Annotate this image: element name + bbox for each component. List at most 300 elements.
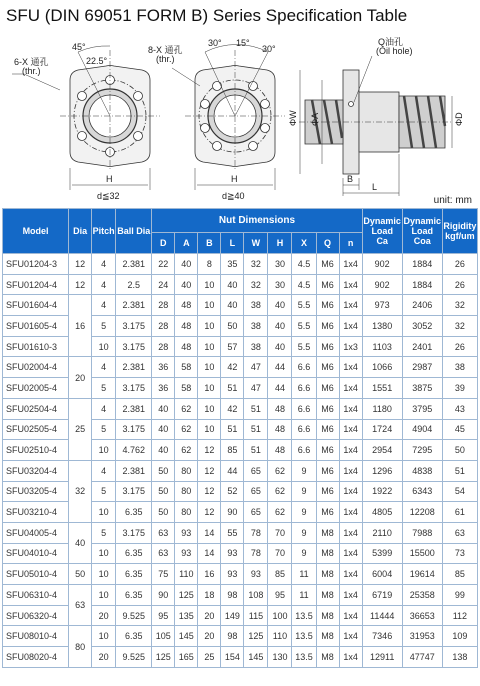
cell-x: 5.5	[292, 316, 316, 337]
cell-q: M8	[316, 585, 339, 606]
oil-hole-sub: (Oil hole)	[376, 46, 413, 56]
cell-d: 40	[152, 440, 175, 461]
cell-pitch: 10	[92, 336, 116, 357]
cell-coa: 4904	[402, 419, 442, 440]
cell-ca: 11444	[362, 605, 402, 626]
cell-l: 93	[221, 564, 244, 585]
cell-x: 4.5	[292, 254, 316, 275]
cell-l: 149	[221, 605, 244, 626]
w-dim-label: ΦW	[288, 110, 298, 126]
cell-ca: 2954	[362, 440, 402, 461]
cell-d: 24	[152, 274, 175, 295]
cell-h: 40	[268, 295, 292, 316]
cell-r: 39	[442, 378, 477, 399]
cell-h: 48	[268, 398, 292, 419]
cell-dia: 25	[69, 398, 92, 460]
left-h-label: H	[106, 174, 113, 184]
nut-side-view-drawing	[299, 56, 452, 196]
cell-r: 54	[442, 481, 477, 502]
cell-h: 62	[268, 502, 292, 523]
cell-l: 40	[221, 295, 244, 316]
cell-ball: 6.35	[116, 564, 152, 585]
col-dyn-coa: Dynamic Load Coa	[402, 209, 442, 254]
cell-pitch: 4	[92, 357, 116, 378]
cell-x: 13.5	[292, 647, 316, 668]
cell-ca: 5399	[362, 543, 402, 564]
cell-ball: 3.175	[116, 419, 152, 440]
cell-b: 8	[198, 254, 221, 275]
cell-h: 40	[268, 316, 292, 337]
middle-hole-sub: (thr.)	[156, 54, 175, 64]
cell-q: M6	[316, 502, 339, 523]
cell-w: 38	[244, 295, 268, 316]
cell-q: M8	[316, 522, 339, 543]
cell-d: 22	[152, 254, 175, 275]
cell-a: 40	[175, 254, 198, 275]
left-cond: d≦32	[97, 191, 120, 201]
cell-ball: 9.525	[116, 647, 152, 668]
cell-b: 25	[198, 647, 221, 668]
cell-ca: 1103	[362, 336, 402, 357]
cell-h: 130	[268, 647, 292, 668]
cell-q: M6	[316, 460, 339, 481]
cell-model: SFU06310-4	[3, 585, 69, 606]
cell-dia: 63	[69, 585, 92, 626]
middle-cond: d≧40	[222, 191, 245, 201]
cell-x: 11	[292, 585, 316, 606]
cell-b: 10	[198, 316, 221, 337]
cell-x: 9	[292, 502, 316, 523]
cell-n: 1x4	[339, 605, 362, 626]
cell-a: 135	[175, 605, 198, 626]
cell-pitch: 4	[92, 398, 116, 419]
cell-q: M8	[316, 543, 339, 564]
cell-w: 78	[244, 522, 268, 543]
cell-d: 28	[152, 295, 175, 316]
cell-coa: 4838	[402, 460, 442, 481]
cell-b: 14	[198, 543, 221, 564]
cell-r: 26	[442, 336, 477, 357]
cell-w: 145	[244, 647, 268, 668]
flange-8-hole-drawing	[172, 45, 285, 190]
cell-h: 30	[268, 254, 292, 275]
left-angle-1: 45°	[72, 42, 86, 52]
cell-h: 40	[268, 336, 292, 357]
b-dim-label: B	[347, 174, 354, 184]
cell-coa: 1884	[402, 274, 442, 295]
cell-ca: 6719	[362, 585, 402, 606]
cell-coa: 7988	[402, 522, 442, 543]
cell-model: SFU08020-4	[3, 647, 69, 668]
cell-x: 6.6	[292, 419, 316, 440]
cell-l: 51	[221, 419, 244, 440]
cell-ca: 1551	[362, 378, 402, 399]
cell-a: 93	[175, 543, 198, 564]
cell-ball: 3.175	[116, 316, 152, 337]
cell-n: 1x4	[339, 274, 362, 295]
cell-model: SFU01204-4	[3, 274, 69, 295]
cell-w: 51	[244, 440, 268, 461]
cell-x: 9	[292, 522, 316, 543]
cell-x: 9	[292, 543, 316, 564]
cell-q: M6	[316, 419, 339, 440]
cell-x: 9	[292, 481, 316, 502]
col-d: D	[152, 233, 175, 254]
cell-h: 95	[268, 585, 292, 606]
cell-r: 63	[442, 522, 477, 543]
cell-d: 36	[152, 378, 175, 399]
table-row	[3, 254, 478, 275]
cell-q: M8	[316, 647, 339, 668]
cell-ball: 3.175	[116, 481, 152, 502]
cell-dia: 32	[69, 460, 92, 522]
cell-d: 95	[152, 605, 175, 626]
cell-h: 44	[268, 378, 292, 399]
cell-h: 30	[268, 274, 292, 295]
cell-q: M6	[316, 398, 339, 419]
cell-n: 1x4	[339, 626, 362, 647]
cell-model: SFU01605-4	[3, 316, 69, 337]
cell-q: M6	[316, 336, 339, 357]
cell-d: 40	[152, 398, 175, 419]
cell-h: 44	[268, 357, 292, 378]
cell-pitch: 10	[92, 626, 116, 647]
cell-q: M6	[316, 481, 339, 502]
cell-coa: 3875	[402, 378, 442, 399]
cell-pitch: 10	[92, 564, 116, 585]
cell-coa: 15500	[402, 543, 442, 564]
cell-w: 65	[244, 460, 268, 481]
middle-hole-label: 8-X 通孔	[148, 45, 183, 55]
table-row	[3, 564, 478, 585]
cell-n: 1x4	[339, 295, 362, 316]
cell-pitch: 5	[92, 378, 116, 399]
table-row	[3, 295, 478, 316]
cell-h: 48	[268, 440, 292, 461]
cell-model: SFU03205-4	[3, 481, 69, 502]
cell-b: 12	[198, 481, 221, 502]
cell-b: 12	[198, 440, 221, 461]
cell-n: 1x4	[339, 502, 362, 523]
cell-ca: 1922	[362, 481, 402, 502]
cell-x: 6.6	[292, 357, 316, 378]
cell-ball: 2.381	[116, 357, 152, 378]
cell-pitch: 4	[92, 254, 116, 275]
cell-a: 165	[175, 647, 198, 668]
cell-coa: 25358	[402, 585, 442, 606]
cell-x: 5.5	[292, 295, 316, 316]
spec-table	[2, 208, 478, 668]
cell-n: 1x4	[339, 585, 362, 606]
cell-a: 145	[175, 626, 198, 647]
cell-r: 32	[442, 295, 477, 316]
cell-x: 4.5	[292, 274, 316, 295]
cell-pitch: 10	[92, 585, 116, 606]
cell-ca: 2110	[362, 522, 402, 543]
table-header	[3, 209, 478, 254]
cell-r: 109	[442, 626, 477, 647]
cell-ball: 2.381	[116, 295, 152, 316]
cell-ball: 6.35	[116, 626, 152, 647]
cell-l: 85	[221, 440, 244, 461]
cell-coa: 7295	[402, 440, 442, 461]
cell-w: 78	[244, 543, 268, 564]
cell-model: SFU08010-4	[3, 626, 69, 647]
cell-l: 44	[221, 460, 244, 481]
cell-a: 48	[175, 336, 198, 357]
left-angle-2: 22.5°	[86, 56, 108, 66]
cell-r: 32	[442, 316, 477, 337]
cell-a: 48	[175, 316, 198, 337]
cell-model: SFU03210-4	[3, 502, 69, 523]
col-dia: Dia	[69, 209, 92, 254]
cell-w: 32	[244, 254, 268, 275]
cell-l: 51	[221, 378, 244, 399]
table-body	[3, 254, 478, 668]
cell-pitch: 5	[92, 481, 116, 502]
cell-pitch: 20	[92, 605, 116, 626]
col-a: A	[175, 233, 198, 254]
cell-coa: 31953	[402, 626, 442, 647]
cell-h: 85	[268, 564, 292, 585]
col-dyn-ca: Dynamic Load Ca	[362, 209, 402, 254]
cell-l: 90	[221, 502, 244, 523]
cell-l: 55	[221, 522, 244, 543]
left-hole-sub: (thr.)	[22, 66, 41, 76]
cell-n: 1x4	[339, 543, 362, 564]
cell-d: 28	[152, 336, 175, 357]
cell-h: 70	[268, 543, 292, 564]
a-dim-label: ΦA	[310, 112, 320, 126]
cell-ca: 1066	[362, 357, 402, 378]
col-n: n	[339, 233, 362, 254]
cell-b: 20	[198, 605, 221, 626]
cell-r: 61	[442, 502, 477, 523]
cell-pitch: 4	[92, 295, 116, 316]
cell-model: SFU06320-4	[3, 605, 69, 626]
cell-l: 42	[221, 357, 244, 378]
cell-a: 62	[175, 398, 198, 419]
cell-coa: 36653	[402, 605, 442, 626]
cell-pitch: 5	[92, 419, 116, 440]
cell-dia: 16	[69, 295, 92, 357]
cell-q: M8	[316, 626, 339, 647]
cell-a: 58	[175, 357, 198, 378]
middle-h-label: H	[231, 174, 238, 184]
cell-ball: 6.35	[116, 585, 152, 606]
unit-label: unit: mm	[433, 195, 472, 206]
col-b: B	[198, 233, 221, 254]
cell-q: M6	[316, 316, 339, 337]
cell-q: M6	[316, 378, 339, 399]
cell-a: 80	[175, 460, 198, 481]
cell-ca: 1180	[362, 398, 402, 419]
middle-angle-1: 30°	[208, 38, 222, 48]
cell-h: 70	[268, 522, 292, 543]
cell-n: 1x4	[339, 378, 362, 399]
cell-n: 1x4	[339, 460, 362, 481]
cell-r: 112	[442, 605, 477, 626]
cell-dia: 80	[69, 626, 92, 667]
cell-dia: 50	[69, 564, 92, 585]
cell-r: 51	[442, 460, 477, 481]
cell-ca: 12911	[362, 647, 402, 668]
cell-coa: 19614	[402, 564, 442, 585]
cell-pitch: 4	[92, 274, 116, 295]
col-x: X	[292, 233, 316, 254]
cell-b: 20	[198, 626, 221, 647]
cell-n: 1x4	[339, 316, 362, 337]
cell-a: 62	[175, 440, 198, 461]
cell-n: 1x3	[339, 336, 362, 357]
cell-b: 14	[198, 522, 221, 543]
cell-d: 63	[152, 543, 175, 564]
cell-d: 75	[152, 564, 175, 585]
d-dim-label: ΦD	[454, 112, 464, 126]
table-row	[3, 398, 478, 419]
cell-a: 48	[175, 295, 198, 316]
oil-hole-label: Q油孔	[378, 37, 404, 47]
cell-coa: 3795	[402, 398, 442, 419]
cell-model: SFU01610-3	[3, 336, 69, 357]
cell-r: 26	[442, 274, 477, 295]
cell-ball: 2.381	[116, 398, 152, 419]
cell-q: M6	[316, 440, 339, 461]
cell-w: 93	[244, 564, 268, 585]
cell-ball: 3.175	[116, 336, 152, 357]
cell-model: SFU02510-4	[3, 440, 69, 461]
cell-a: 125	[175, 585, 198, 606]
cell-coa: 2401	[402, 336, 442, 357]
cell-ball: 4.762	[116, 440, 152, 461]
cell-a: 93	[175, 522, 198, 543]
cell-dia: 12	[69, 254, 92, 275]
cell-ca: 4805	[362, 502, 402, 523]
cell-w: 47	[244, 378, 268, 399]
cell-r: 26	[442, 254, 477, 275]
cell-r: 38	[442, 357, 477, 378]
cell-d: 28	[152, 316, 175, 337]
middle-angle-2: 15°	[236, 38, 250, 48]
cell-model: SFU03204-4	[3, 460, 69, 481]
cell-model: SFU02504-4	[3, 398, 69, 419]
left-hole-label: 6-X 通孔	[14, 57, 49, 67]
cell-a: 80	[175, 502, 198, 523]
cell-w: 125	[244, 626, 268, 647]
col-rigidity: Rigidity kgf/um	[442, 209, 477, 254]
table-row	[3, 585, 478, 606]
col-q: Q	[316, 233, 339, 254]
cell-ca: 902	[362, 274, 402, 295]
cell-l: 35	[221, 254, 244, 275]
cell-w: 51	[244, 419, 268, 440]
table-row	[3, 626, 478, 647]
cell-x: 6.6	[292, 378, 316, 399]
cell-w: 38	[244, 316, 268, 337]
table-row	[3, 357, 478, 378]
cell-w: 65	[244, 481, 268, 502]
cell-pitch: 10	[92, 502, 116, 523]
cell-model: SFU05010-4	[3, 564, 69, 585]
cell-b: 10	[198, 378, 221, 399]
cell-b: 10	[198, 274, 221, 295]
cell-b: 16	[198, 564, 221, 585]
cell-b: 10	[198, 357, 221, 378]
cell-l: 42	[221, 398, 244, 419]
cell-l: 50	[221, 316, 244, 337]
cell-w: 51	[244, 398, 268, 419]
col-group-nut: Nut Dimensions	[152, 209, 362, 233]
col-w: W	[244, 233, 268, 254]
cell-ca: 973	[362, 295, 402, 316]
cell-w: 108	[244, 585, 268, 606]
cell-dia: 20	[69, 357, 92, 398]
cell-model: SFU02505-4	[3, 419, 69, 440]
cell-pitch: 5	[92, 522, 116, 543]
col-model: Model	[3, 209, 69, 254]
col-l: L	[221, 233, 244, 254]
cell-ball: 3.175	[116, 522, 152, 543]
cell-ca: 7346	[362, 626, 402, 647]
cell-b: 18	[198, 585, 221, 606]
cell-model: SFU04010-4	[3, 543, 69, 564]
cell-n: 1x4	[339, 522, 362, 543]
cell-w: 65	[244, 502, 268, 523]
cell-r: 138	[442, 647, 477, 668]
table-row	[3, 460, 478, 481]
cell-ca: 1380	[362, 316, 402, 337]
col-h: H	[268, 233, 292, 254]
cell-l: 98	[221, 585, 244, 606]
l-dim-label: L	[372, 182, 378, 192]
cell-ball: 9.525	[116, 605, 152, 626]
cell-l: 93	[221, 543, 244, 564]
cell-n: 1x4	[339, 254, 362, 275]
cell-d: 50	[152, 460, 175, 481]
table-row	[3, 274, 478, 295]
cell-a: 110	[175, 564, 198, 585]
cell-w: 115	[244, 605, 268, 626]
page-title: SFU (DIN 69051 FORM B) Series Specification Table	[6, 6, 408, 25]
cell-a: 58	[175, 378, 198, 399]
cell-h: 48	[268, 419, 292, 440]
cell-coa: 2406	[402, 295, 442, 316]
cell-n: 1x4	[339, 357, 362, 378]
cell-dia: 40	[69, 522, 92, 563]
cell-l: 40	[221, 274, 244, 295]
cell-x: 9	[292, 460, 316, 481]
cell-b: 12	[198, 502, 221, 523]
cell-x: 6.6	[292, 440, 316, 461]
cell-ca: 6004	[362, 564, 402, 585]
cell-r: 73	[442, 543, 477, 564]
cell-n: 1x4	[339, 647, 362, 668]
cell-w: 38	[244, 336, 268, 357]
cell-d: 50	[152, 502, 175, 523]
cell-ball: 3.175	[116, 378, 152, 399]
cell-b: 12	[198, 460, 221, 481]
col-pitch: Pitch	[92, 209, 116, 254]
cell-pitch: 4	[92, 460, 116, 481]
cell-n: 1x4	[339, 398, 362, 419]
cell-ca: 1724	[362, 419, 402, 440]
cell-model: SFU02005-4	[3, 378, 69, 399]
cell-ball: 6.35	[116, 502, 152, 523]
cell-q: M6	[316, 295, 339, 316]
cell-dia: 12	[69, 274, 92, 295]
cell-pitch: 10	[92, 440, 116, 461]
col-ball: Ball Dia	[116, 209, 152, 254]
